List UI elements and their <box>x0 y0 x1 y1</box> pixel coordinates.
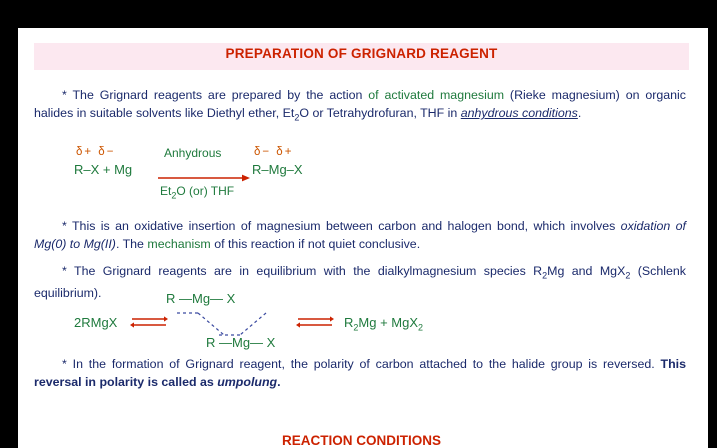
p1-text-anhydrous-conditions: anhydrous conditions <box>460 106 578 120</box>
scheme1-delta-labels-right: δ− δ+ <box>254 146 294 158</box>
p3-text-a: * The Grignard reagents are in equilibrium with the dialkylmagnesium species R <box>62 264 543 278</box>
p4-text-b: This reversal in polarity is called as <box>34 357 686 389</box>
p1-text-a: * The Grignard reagents are prepared by the action <box>62 88 369 102</box>
p1-text-d: O or Tetrahydrofuran, THF in <box>299 106 461 120</box>
p1-text-f: . <box>577 106 582 120</box>
p2-text-c: . The <box>115 237 148 251</box>
top-black-band <box>0 0 717 28</box>
reaction-scheme-grignard-formation <box>58 146 358 208</box>
p3-text-c: (Schlenk equilibrium). <box>34 264 686 301</box>
scheme1-solvent-subscript: 2 <box>171 190 177 201</box>
p3-text-b: Mg and MgX <box>547 264 626 278</box>
scheme2-rhs-a: R <box>344 315 354 330</box>
scheme1-solvent-a: Et <box>160 184 172 198</box>
right-black-margin <box>708 28 717 448</box>
scheme2-top-species: R —Mg— X <box>166 291 236 306</box>
p1-text-activated-magnesium: of activated magnesium <box>368 88 505 102</box>
scheme2-bottom-species: R —Mg— X <box>206 335 276 350</box>
scheme2-rhs-b: Mg + MgX <box>358 315 419 330</box>
scheme1-products: R–Mg–X <box>252 162 303 177</box>
page-title: PREPARATION OF GRIGNARD REAGENT <box>225 46 498 61</box>
p2-text-oxidation: oxidation of Mg(0) to Mg(II) <box>34 219 686 251</box>
p2-text-mechanism: mechanism <box>147 237 211 251</box>
paragraph-oxidative-insertion <box>34 217 686 253</box>
p1-text-c: (Rieke magnesium) on organic halides in suitable solvents like Diethyl ether, Et <box>34 88 687 120</box>
scheme2-rhs-subscript-1: 2 <box>353 322 359 333</box>
p4-text-umpolung: umpolung <box>217 375 278 389</box>
p4-text-a: * In the formation of Grignard reagent, the polarity of carbon attached to the halide group is reversed. <box>62 357 661 371</box>
scheme2-lhs: 2RMgX <box>74 315 118 330</box>
p3-subscript-1: 2 <box>542 270 548 281</box>
left-black-margin <box>0 28 18 448</box>
paragraph-preparation <box>34 86 686 126</box>
section-title-reaction-conditions: REACTION CONDITIONS <box>281 433 441 448</box>
paragraph-umpolung <box>34 355 686 391</box>
scheme1-reactants: R–X + Mg <box>74 162 133 177</box>
scheme1-solvent-b: O (or) THF <box>176 184 235 198</box>
p4-text-d: . <box>277 375 281 389</box>
scheme1-above-arrow-label: Anhydrous <box>164 146 222 160</box>
reaction-scheme-schlenk-equilibrium <box>58 291 478 351</box>
scheme2-rhs <box>344 315 423 333</box>
slide-page <box>18 28 708 448</box>
p2-text-a: * This is an oxidative insertion of magnesium between carbon and halogen bond, which involves <box>62 219 621 233</box>
p1-subscript: 2 <box>294 112 300 123</box>
scheme2-rhs-subscript-2: 2 <box>418 322 424 333</box>
p3-subscript-2: 2 <box>625 270 631 281</box>
scheme1-below-arrow-label <box>160 184 234 200</box>
p2-text-e: of this reaction if not quiet conclusive. <box>210 237 421 251</box>
scheme1-delta-labels-left: δ+ δ− <box>76 146 116 158</box>
scheme2-equilibrium-arrow-right-icon <box>296 315 334 329</box>
scheme1-reaction-arrow-icon <box>158 173 250 183</box>
